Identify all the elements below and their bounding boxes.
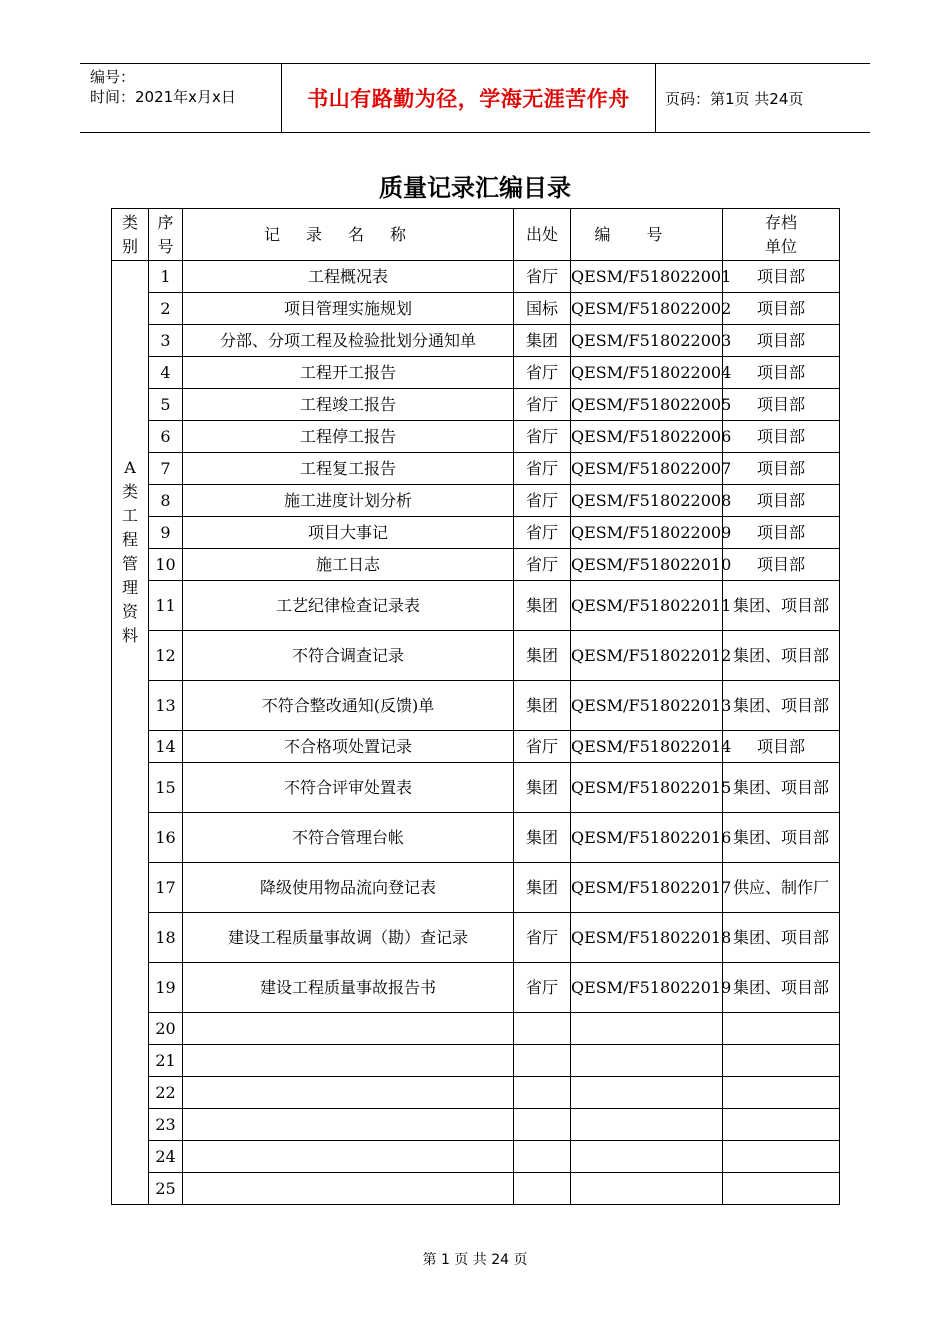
category-char: 程	[121, 530, 138, 549]
table-row	[112, 913, 840, 963]
name-cell: 项目管理实施规划	[183, 293, 514, 325]
code-cell: QESM/F518022010	[571, 549, 723, 581]
table-row	[112, 261, 840, 293]
name-cell: 不符合整改通知(反馈)单	[183, 681, 514, 731]
table-row	[112, 325, 840, 357]
seq-cell: 25	[149, 1173, 183, 1205]
archive-cell: 集团、项目部	[723, 763, 840, 813]
time-label: 时间：2021年x月x日	[90, 88, 236, 106]
table-row	[112, 485, 840, 517]
name-cell: 降级使用物品流向登记表	[183, 863, 514, 913]
seq-cell: 3	[149, 325, 183, 357]
header-seq	[149, 209, 183, 261]
header-category-text: 类别	[122, 212, 139, 256]
source-cell	[514, 1045, 571, 1077]
archive-cell	[723, 1173, 840, 1205]
code-cell: QESM/F518022002	[571, 293, 723, 325]
code-cell: QESM/F518022006	[571, 421, 723, 453]
code-cell: QESM/F518022014	[571, 731, 723, 763]
table-row	[112, 1013, 840, 1045]
seq-cell: 17	[149, 863, 183, 913]
code-cell: QESM/F518022003	[571, 325, 723, 357]
header-category	[112, 209, 149, 261]
source-cell: 省厅	[514, 357, 571, 389]
seq-cell: 21	[149, 1045, 183, 1077]
code-cell: QESM/F518022001	[571, 261, 723, 293]
category-char: 管	[121, 554, 138, 573]
name-cell: 施工进度计划分析	[183, 485, 514, 517]
code-cell: QESM/F518022017	[571, 863, 723, 913]
category-char: A	[124, 458, 136, 477]
code-cell: QESM/F518022009	[571, 517, 723, 549]
seq-cell: 1	[149, 261, 183, 293]
archive-cell: 项目部	[723, 421, 840, 453]
header-archive	[723, 209, 840, 261]
category-char: 工	[121, 506, 138, 525]
name-cell: 施工日志	[183, 549, 514, 581]
table-row	[112, 581, 840, 631]
code-cell	[571, 1077, 723, 1109]
code-cell: QESM/F518022012	[571, 631, 723, 681]
document-title: 质量记录汇编目录	[379, 174, 571, 202]
category-char: 理	[121, 578, 138, 597]
code-cell: QESM/F518022013	[571, 681, 723, 731]
source-cell	[514, 1013, 571, 1045]
seq-cell: 8	[149, 485, 183, 517]
seq-cell: 4	[149, 357, 183, 389]
name-cell	[183, 1109, 514, 1141]
header-archive-text: 存档单位	[764, 212, 797, 256]
code-cell: QESM/F518022004	[571, 357, 723, 389]
source-cell: 集团	[514, 325, 571, 357]
header-code-text: 编号	[594, 224, 699, 244]
code-cell: QESM/F518022011	[571, 581, 723, 631]
table-row	[112, 631, 840, 681]
code-cell: QESM/F518022005	[571, 389, 723, 421]
seq-cell: 9	[149, 517, 183, 549]
number-label: 编号：	[90, 68, 136, 86]
seq-cell: 5	[149, 389, 183, 421]
table-row	[112, 421, 840, 453]
archive-cell: 集团、项目部	[723, 813, 840, 863]
seq-cell: 24	[149, 1141, 183, 1173]
code-cell: QESM/F518022008	[571, 485, 723, 517]
archive-cell	[723, 1045, 840, 1077]
header-name-text: 记录名称	[263, 224, 432, 244]
name-cell	[183, 1013, 514, 1045]
seq-cell: 22	[149, 1077, 183, 1109]
source-cell	[514, 1077, 571, 1109]
seq-cell: 2	[149, 293, 183, 325]
category-char: 资	[121, 602, 138, 621]
name-cell: 不符合评审处置表	[183, 763, 514, 813]
page-footer: 第 1 页 共 24 页	[422, 1252, 528, 1268]
seq-cell: 12	[149, 631, 183, 681]
code-cell: QESM/F518022016	[571, 813, 723, 863]
name-cell: 工程概况表	[183, 261, 514, 293]
archive-cell: 项目部	[723, 325, 840, 357]
table-row	[112, 813, 840, 863]
name-cell: 工艺纪律检查记录表	[183, 581, 514, 631]
source-cell: 省厅	[514, 913, 571, 963]
archive-cell: 项目部	[723, 485, 840, 517]
source-cell: 省厅	[514, 485, 571, 517]
header-name	[183, 209, 514, 261]
seq-cell: 18	[149, 913, 183, 963]
code-cell	[571, 1173, 723, 1205]
table-row	[112, 1077, 840, 1109]
code-cell: QESM/F518022019	[571, 963, 723, 1013]
source-cell: 省厅	[514, 421, 571, 453]
category-cell	[112, 261, 149, 1205]
archive-cell: 集团、项目部	[723, 913, 840, 963]
header-page-info: 页码：第1页 共24页	[665, 89, 804, 108]
archive-cell: 项目部	[723, 453, 840, 485]
table-body	[112, 261, 840, 1205]
name-cell	[183, 1173, 514, 1205]
name-cell	[183, 1141, 514, 1173]
name-cell: 工程复工报告	[183, 453, 514, 485]
archive-cell: 项目部	[723, 517, 840, 549]
archive-cell	[723, 1013, 840, 1045]
header-source: 出处	[514, 209, 571, 261]
seq-cell: 14	[149, 731, 183, 763]
source-cell: 集团	[514, 863, 571, 913]
name-cell: 不合格项处置记录	[183, 731, 514, 763]
name-cell: 工程开工报告	[183, 357, 514, 389]
source-cell	[514, 1141, 571, 1173]
table-row	[112, 681, 840, 731]
name-cell: 项目大事记	[183, 517, 514, 549]
seq-cell: 10	[149, 549, 183, 581]
name-cell: 建设工程质量事故调（勘）查记录	[183, 913, 514, 963]
source-cell: 集团	[514, 681, 571, 731]
source-cell	[514, 1109, 571, 1141]
table-row	[112, 1109, 840, 1141]
name-cell: 工程竣工报告	[183, 389, 514, 421]
name-cell: 不符合管理台帐	[183, 813, 514, 863]
source-cell: 集团	[514, 763, 571, 813]
seq-cell: 16	[149, 813, 183, 863]
source-cell: 国标	[514, 293, 571, 325]
name-cell	[183, 1045, 514, 1077]
category-char: 料	[121, 626, 138, 645]
archive-cell	[723, 1109, 840, 1141]
source-cell: 省厅	[514, 517, 571, 549]
code-cell	[571, 1013, 723, 1045]
archive-cell	[723, 1141, 840, 1173]
archive-cell: 项目部	[723, 389, 840, 421]
archive-cell: 集团、项目部	[723, 631, 840, 681]
source-cell: 集团	[514, 581, 571, 631]
archive-cell: 集团、项目部	[723, 681, 840, 731]
name-cell: 分部、分项工程及检验批划分通知单	[183, 325, 514, 357]
table-row	[112, 1045, 840, 1077]
source-cell: 集团	[514, 813, 571, 863]
source-cell: 省厅	[514, 963, 571, 1013]
header-motto: 书山有路勤为径，学海无涯苦作舟	[307, 87, 630, 111]
source-cell: 省厅	[514, 389, 571, 421]
code-cell: QESM/F518022018	[571, 913, 723, 963]
archive-cell: 项目部	[723, 293, 840, 325]
code-cell	[571, 1045, 723, 1077]
archive-cell	[723, 1077, 840, 1109]
code-cell	[571, 1109, 723, 1141]
archive-cell: 项目部	[723, 261, 840, 293]
name-cell: 工程停工报告	[183, 421, 514, 453]
code-cell	[571, 1141, 723, 1173]
seq-cell: 15	[149, 763, 183, 813]
header-code	[571, 209, 723, 261]
source-cell	[514, 1173, 571, 1205]
source-cell: 集团	[514, 631, 571, 681]
table-row	[112, 293, 840, 325]
table-row	[112, 863, 840, 913]
table-row	[112, 963, 840, 1013]
table-row	[112, 549, 840, 581]
table-row	[112, 517, 840, 549]
archive-cell: 集团、项目部	[723, 963, 840, 1013]
source-cell: 省厅	[514, 549, 571, 581]
seq-cell: 23	[149, 1109, 183, 1141]
table-row	[112, 357, 840, 389]
table-row	[112, 389, 840, 421]
seq-cell: 11	[149, 581, 183, 631]
header-seq-text: 序号	[157, 212, 174, 256]
source-cell: 省厅	[514, 261, 571, 293]
table-header-row	[112, 209, 840, 261]
seq-cell: 6	[149, 421, 183, 453]
archive-cell: 项目部	[723, 357, 840, 389]
records-table	[111, 208, 840, 1205]
table-row	[112, 453, 840, 485]
source-cell: 省厅	[514, 731, 571, 763]
archive-cell: 项目部	[723, 549, 840, 581]
seq-cell: 7	[149, 453, 183, 485]
archive-cell: 供应、制作厂	[723, 863, 840, 913]
code-cell: QESM/F518022015	[571, 763, 723, 813]
table-row	[112, 1141, 840, 1173]
page-header	[80, 63, 870, 133]
table-row	[112, 763, 840, 813]
archive-cell: 集团、项目部	[723, 581, 840, 631]
name-cell	[183, 1077, 514, 1109]
code-cell: QESM/F518022007	[571, 453, 723, 485]
category-char: 类	[121, 482, 138, 501]
header-meta	[90, 67, 236, 107]
seq-cell: 20	[149, 1013, 183, 1045]
source-cell: 省厅	[514, 453, 571, 485]
table-row	[112, 731, 840, 763]
seq-cell: 13	[149, 681, 183, 731]
table-row	[112, 1173, 840, 1205]
header-divider	[655, 64, 656, 132]
seq-cell: 19	[149, 963, 183, 1013]
name-cell: 不符合调查记录	[183, 631, 514, 681]
archive-cell: 项目部	[723, 731, 840, 763]
name-cell: 建设工程质量事故报告书	[183, 963, 514, 1013]
